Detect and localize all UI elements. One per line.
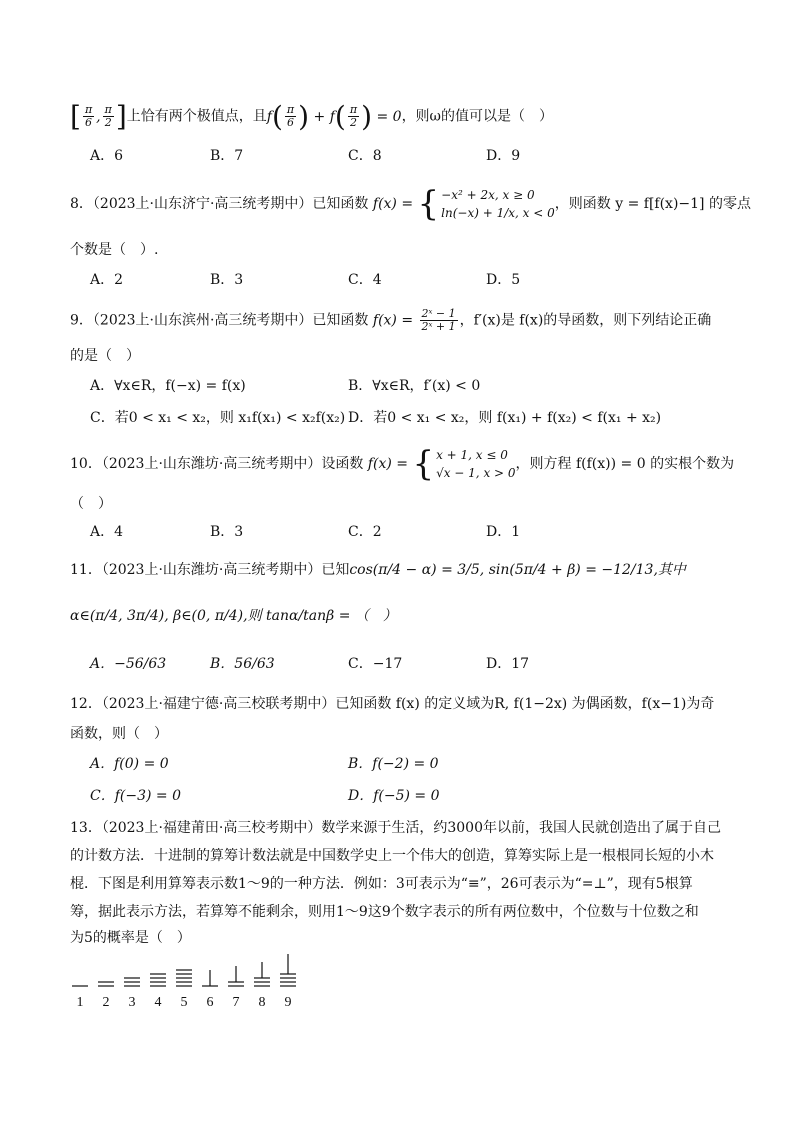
q10-line2: （ ） (70, 496, 112, 512)
q7-option-d[interactable]: D．9 (486, 148, 521, 164)
q11-line1 (70, 560, 686, 580)
q8-mid: ，则函数 y = f[f(x)−1] 的零点 (554, 196, 751, 212)
q8-case2: ln(−x) + 1/x, x < 0 (441, 206, 555, 220)
q13-line5: 为5的概率是（ ） (70, 930, 191, 946)
q8-option-d[interactable]: D．5 (486, 272, 521, 288)
q7-condition: f( $\frac{\pi}{6}$ ) + f( $\frac{\pi}{2}$ ) = 0 (266, 99, 402, 133)
q10-mid: ，则方程 f(f(x)) = 0 的实根个数为 (515, 456, 735, 472)
rod-label-9: 9 (284, 995, 292, 1010)
rod-label-7: 7 (232, 995, 240, 1010)
q10-prefix: 10．（2023上·山东潍坊·高三统考期中）设函数 (70, 456, 364, 472)
q13-line1: 13．（2023上·福建莆田·高三校考期中）数学来源于生活，约3000年以前，我国人民就创造出了属于自己 (70, 820, 721, 836)
q7-tail: 上恰有两个极值点，且 (126, 108, 267, 125)
q11-line2 (70, 606, 397, 626)
q10-option-b[interactable]: B．3 (210, 524, 244, 540)
q11-option-d[interactable]: D．17 (486, 656, 530, 672)
rod-label-1: 1 (76, 995, 84, 1010)
counting-rods-figure (70, 950, 310, 1010)
rod-label-6: 6 (206, 995, 214, 1010)
q10-line1: 10．（2023上·山东潍坊·高三统考期中）设函数 f(x) = { x + 1, x ≤ 0 √x − 1, x > 0 ，则方程 f(f(x)) = 0 的实根个数为 (70, 444, 735, 484)
q8-case1: −x² + 2x, x ≥ 0 (441, 188, 535, 202)
rod-label-4: 4 (154, 995, 162, 1010)
q7-option-b[interactable]: B．7 (210, 148, 244, 164)
q13-line4: 筹，据此表示方法，若算筹不能剩余，则用1～9这9个数字表示的所有两位数中，个位数与十位数之和 (70, 904, 699, 920)
q7-line (70, 99, 553, 133)
q12-option-a[interactable]: A．f(0) = 0 (90, 756, 169, 772)
q8-prefix: 8．（2023上·山东济宁·高三统考期中）已知函数 (70, 196, 369, 212)
q9-line1: 9．（2023上·山东滨州·高三统考期中）已知函数 f(x) = $\frac{\text{2ˣ − 1}}{\text{2ˣ + 1}}$ ，f′(x)是 f(x)的导函数，则下列结论正确 (70, 307, 712, 333)
rod-label-3: 3 (128, 995, 136, 1010)
q11-line2-text: α∈(π/4, 3π/4), β∈(0, π/4),则 tanα/tanβ = （ ） (70, 608, 397, 624)
q9-frac-den: 2ˣ + 1 (421, 320, 456, 333)
q9-line2: 的是（ ） (70, 348, 140, 364)
q9-option-c[interactable]: C．若0 < x₁ < x₂，则 x₁f(x₁) < x₂f(x₂) (90, 410, 346, 426)
q10-case1: x + 1, x ≤ 0 (436, 448, 508, 462)
q11-option-b[interactable]: B．56/63 (210, 656, 275, 672)
q9-option-b[interactable]: B．∀x∈R，f′(x) < 0 (348, 378, 481, 394)
rod-label-2: 2 (102, 995, 110, 1010)
q12-line2: 函数，则（ ） (70, 726, 168, 742)
q11-prefix: 11．（2023上·山东潍坊·高三统考期中）已知 (70, 562, 350, 578)
q7-tail2: ，则ω的值可以是（ ） (401, 108, 553, 125)
q8-option-b[interactable]: B．3 (210, 272, 244, 288)
q8-option-c[interactable]: C．4 (348, 272, 382, 288)
q11-eq: cos(π/4 − α) = 3/5, sin(5π/4 + β) = −12/13,其中 (349, 562, 686, 578)
q12-line1: 12．（2023上·福建宁德·高三校联考期中）已知函数 f(x) 的定义域为R, f(1−2x) 为偶函数，f(x−1)为奇 (70, 696, 715, 712)
q7-interval: [ $\frac{\pi}{6}$ , $\frac{\pi}{2}$ ] (70, 99, 127, 133)
q11-option-c[interactable]: C．−17 (348, 656, 403, 672)
rod-label-5: 5 (180, 995, 188, 1010)
q9-mid: ，f′(x)是 f(x)的导函数，则下列结论正确 (459, 312, 712, 329)
q7-option-a[interactable]: A．6 (90, 148, 124, 164)
q9-fraction (420, 308, 458, 333)
rod-label-8: 8 (258, 995, 266, 1010)
q7-option-c[interactable]: C．8 (348, 148, 382, 164)
q8-line2: 个数是（ ）. (70, 242, 159, 258)
q10-option-c[interactable]: C．2 (348, 524, 382, 540)
q13-line2: 的计数方法．十进制的算筹计数法就是中国数学史上一个伟大的创造，算筹实际上是一根根同长短的小木 (70, 848, 714, 864)
q8-option-a[interactable]: A．2 (90, 272, 124, 288)
q8-line1: 8．（2023上·山东济宁·高三统考期中）已知函数 f(x) = { −x² + 2x, x ≥ 0 ln(−x) + 1/x, x < 0 ，则函数 y = f[f(x)−1] 的零点 (70, 184, 751, 224)
q9-prefix: 9．（2023上·山东滨州·高三统考期中）已知函数 (70, 312, 369, 329)
q12-option-d[interactable]: D．f(−5) = 0 (348, 788, 440, 804)
q11-option-a[interactable]: A．−56/63 (90, 656, 167, 672)
q9-option-d[interactable]: D．若0 < x₁ < x₂，则 f(x₁) + f(x₂) < f(x₁ + x₂) (348, 410, 662, 426)
q9-frac-num: 2ˣ − 1 (421, 307, 456, 320)
q10-option-d[interactable]: D．1 (486, 524, 521, 540)
q13-line3: 棍．下图是利用算筹表示数1～9的一种方法．例如：3可表示为“≡”，26可表示为“=⊥”，现有5根算 (70, 876, 693, 892)
q12-option-c[interactable]: C．f(−3) = 0 (90, 788, 181, 804)
q9-option-a[interactable]: A．∀x∈R，f(−x) = f(x) (90, 378, 246, 394)
q10-cases (436, 446, 515, 482)
q12-option-b[interactable]: B．f(−2) = 0 (348, 756, 439, 772)
q10-case2: √x − 1, x > 0 (436, 466, 516, 480)
q8-cases (441, 186, 555, 222)
q10-option-a[interactable]: A．4 (90, 524, 124, 540)
